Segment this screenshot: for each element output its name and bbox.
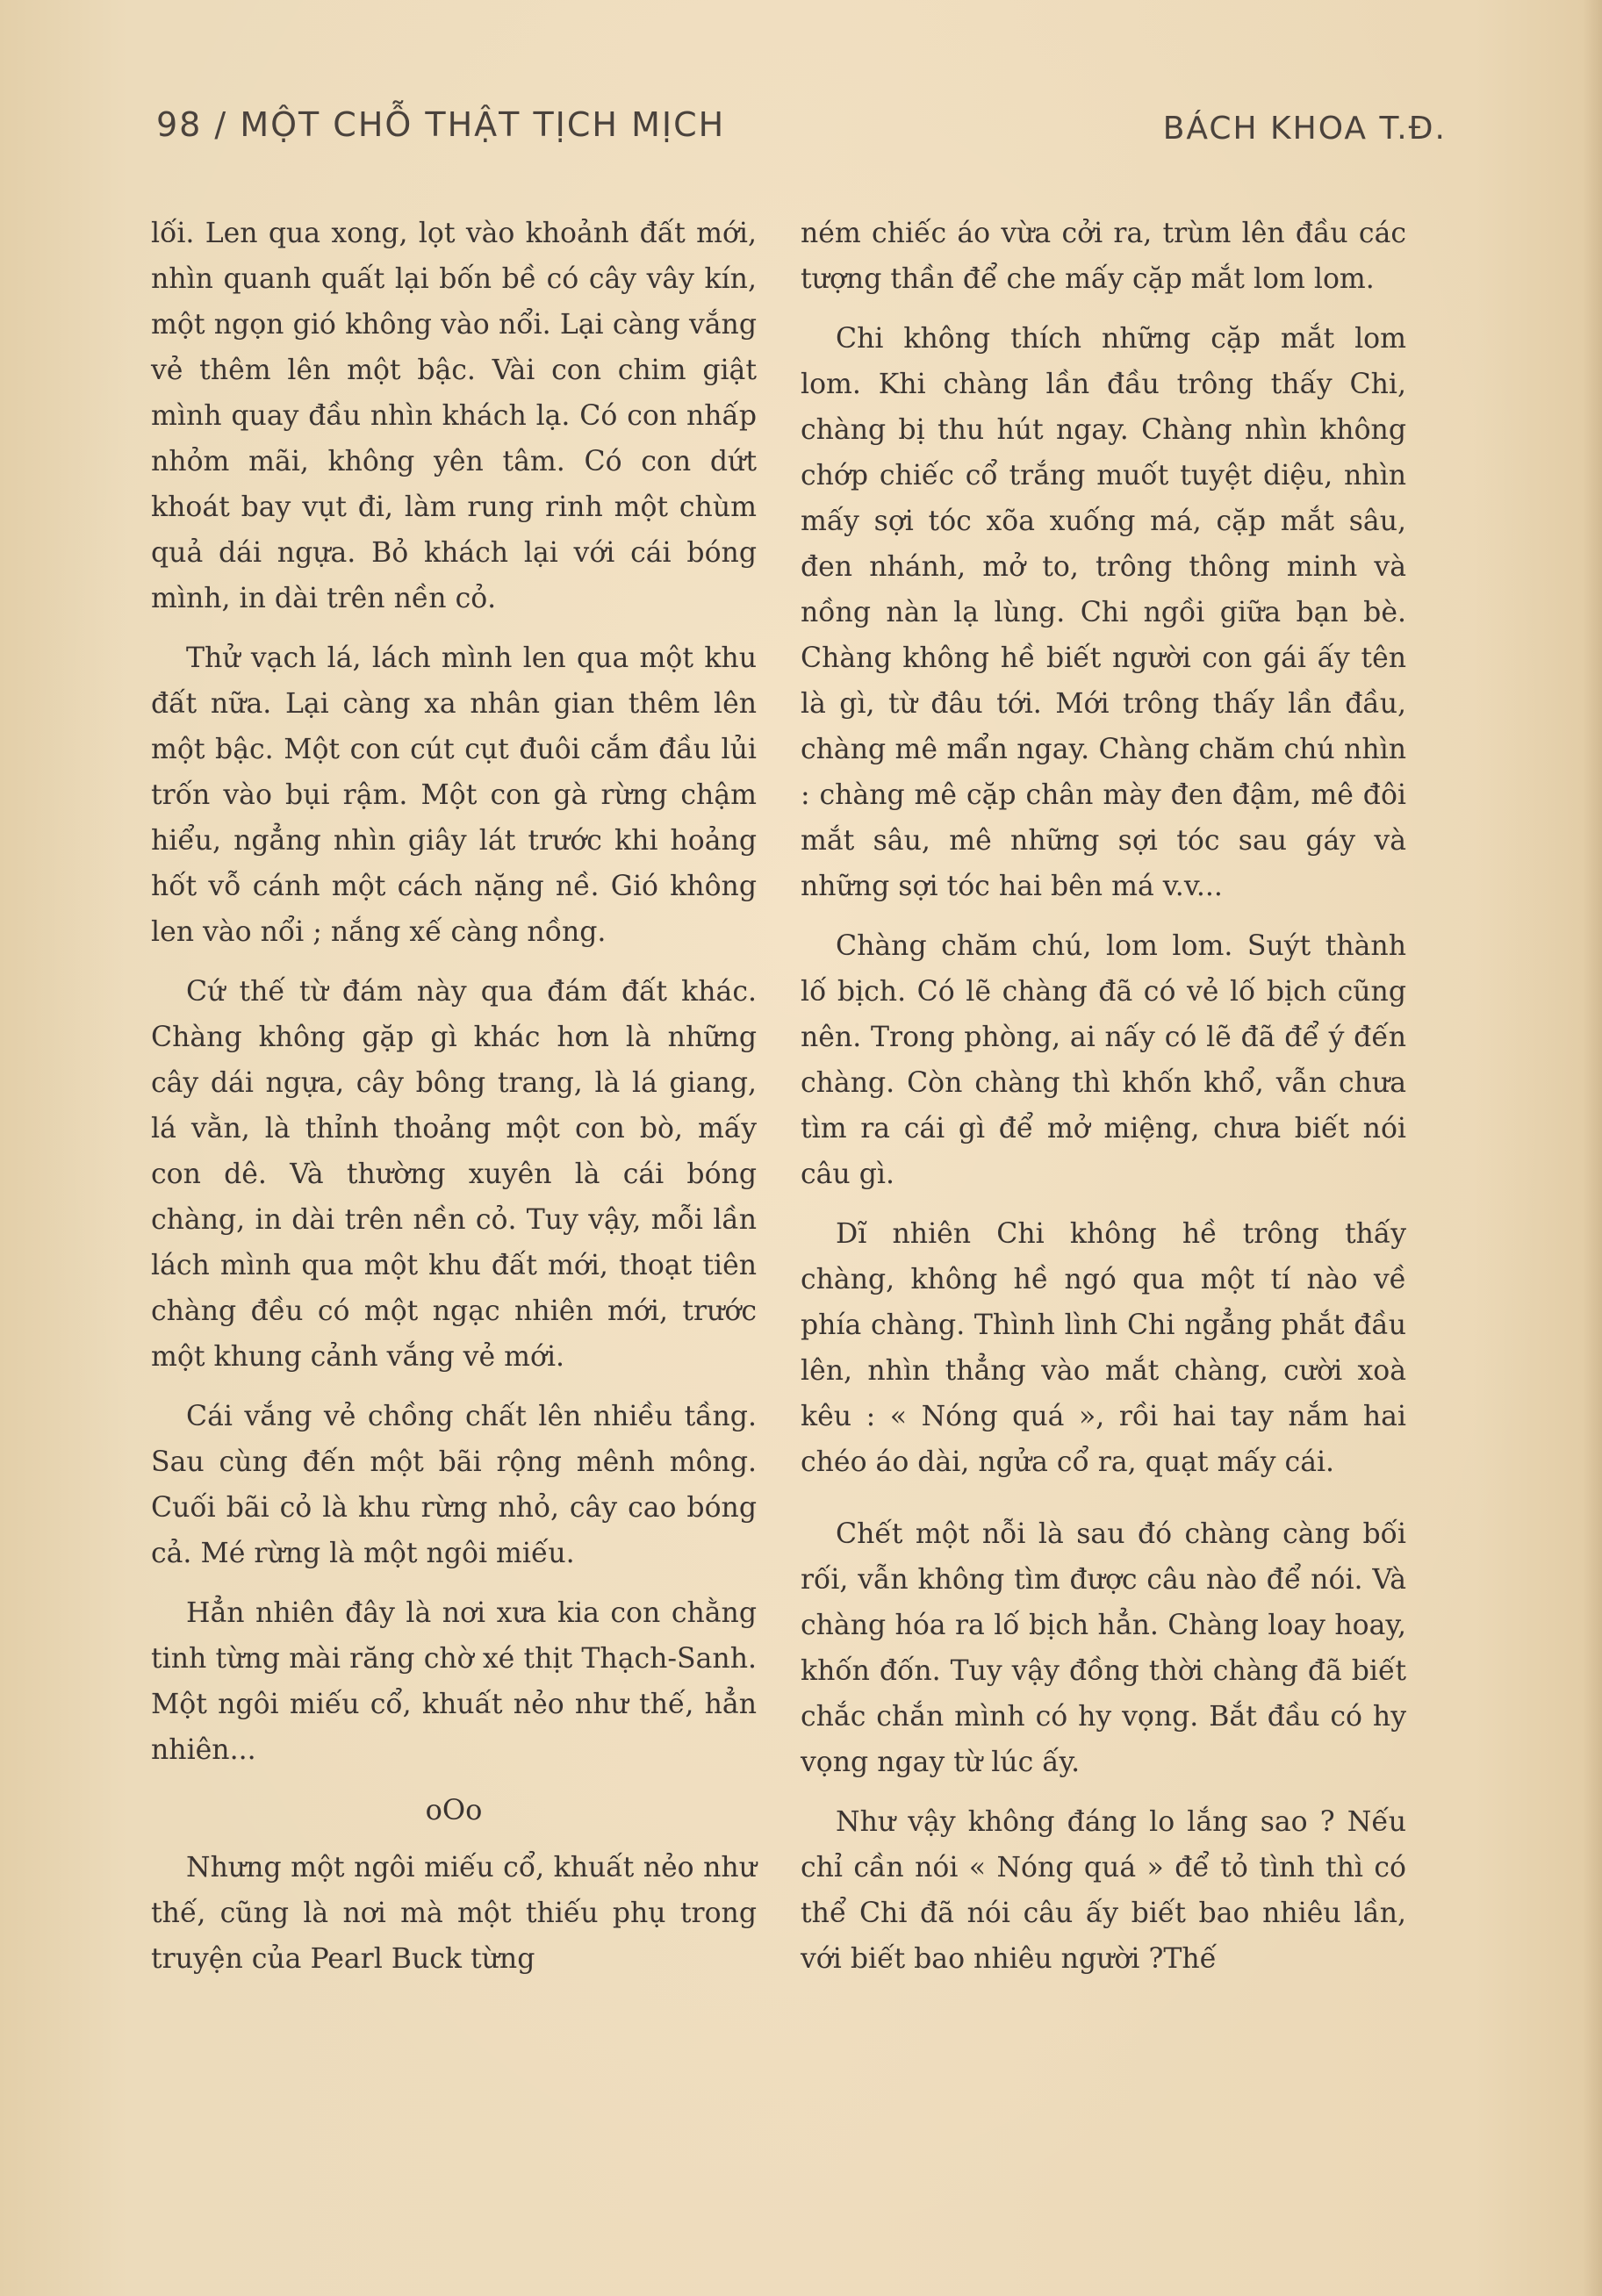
- paragraph: Chết một nỗi là sau đó chàng càng bối rối, vẫn không tìm được câu nào để nói. Và chàng hóa ra lố bịch hẳn. Chàng loay hoay, khốn đốn. Tuy vậy đồng thời chàng đã biết chắc chắn mình có hy vọng. Bắt đầu có hy vọng ngay từ lúc ấy.: [801, 1518, 1406, 1778]
- page-title: 98 / MỘT CHỖ THẬT TỊCH MỊCH: [156, 105, 726, 144]
- running-header: [156, 105, 1447, 167]
- page-edge-shadow: [1583, 0, 1602, 2296]
- paragraph: ném chiếc áo vừa cởi ra, trùm lên đầu các tượng thần để che mấy cặp mắt lom lom.: [801, 218, 1406, 295]
- paragraph: Cái vắng vẻ chồng chất lên nhiều tầng. Sau cùng đến một bãi rộng mênh mông. Cuối bãi cỏ là khu rừng nhỏ, cây cao bóng cả. Mé rừng là một ngôi miếu.: [151, 1401, 757, 1569]
- paragraph: Cứ thế từ đám này qua đám đất khác. Chàng không gặp gì khác hơn là những cây dái ngựa, cây bông trang, là lá giang, lá vằn, là thỉnh thoảng một con bò, mấy con dê. Và thường xuyên là cái bóng chàng, in dài trên nền cỏ. Tuy vậy, mỗi lần lách mình qua một khu đất mới, thoạt tiên chàng đều có một ngạc nhiên mới, trước một khung cảnh vắng vẻ mới.: [151, 976, 757, 1373]
- paragraph: Thử vạch lá, lách mình len qua một khu đất nữa. Lại càng xa nhân gian thêm lên một bậc. Một con cút cụt đuôi cắm đầu lủi trốn vào bụi rậm. Một con gà rừng chậm hiểu, ngẳng nhìn giây lát trước khi hoảng hốt vỗ cánh một cách nặng nề. Gió không len vào nổi ; nắng xế càng nồng.: [151, 642, 757, 948]
- left-column: [151, 211, 757, 1996]
- paragraph: Như vậy không đáng lo lắng sao ? Nếu chỉ cần nói « Nóng quá » để tỏ tình thì có thể Chi đã nói câu ấy biết bao nhiêu lần, với biết bao nhiêu người ?Thế: [801, 1806, 1406, 1975]
- right-column: [801, 211, 1406, 1996]
- publication-name: BÁCH KHOA T.Đ.: [1162, 111, 1447, 147]
- paragraph: Chi không thích những cặp mắt lom lom. Khi chàng lần đầu trông thấy Chi, chàng bị thu hút ngay. Chàng nhìn không chớp chiếc cổ trắng muốt tuyệt diệu, nhìn mấy sợi tóc xõa xuống má, cặp mắt sâu, đen nhánh, mở to, trông thông minh và nồng nàn lạ lùng. Chi ngồi giữa bạn bè. Chàng không hề biết người con gái ấy tên là gì, từ đâu tới. Mới trông thấy lần đầu, chàng mê mẩn ngay. Chàng chăm chú nhìn : chàng mê cặp chân mày đen đậm, mê đôi mắt sâu, mê những sợi tóc sau gáy và những sợi tóc hai bên má v.v...: [801, 323, 1406, 902]
- section-divider: oOo: [425, 1793, 483, 1826]
- paragraph: Hẳn nhiên đây là nơi xưa kia con chằng tinh từng mài răng chờ xé thịt Thạch-Sanh. Một ngôi miếu cổ, khuất nẻo như thế, hẳn nhiên...: [151, 1597, 757, 1766]
- paragraph: Dĩ nhiên Chi không hề trông thấy chàng, không hề ngó qua một tí nào về phía chàng. Thình lình Chi ngẳng phắt đầu lên, nhìn thẳng vào mắt chàng, cười xoà kêu : « Nóng quá », rồi hai tay nắm hai chéo áo dài, ngửa cổ ra, quạt mấy cái.: [801, 1218, 1406, 1478]
- paragraph: Nhưng một ngôi miếu cổ, khuất nẻo như thế, cũng là nơi mà một thiếu phụ trong truyện của Pearl Buck từng: [151, 1852, 757, 1975]
- paragraph: Chàng chăm chú, lom lom. Suýt thành lố bịch. Có lẽ chàng đã có vẻ lố bịch cũng nên. Trong phòng, ai nấy có lẽ đã để ý đến chàng. Còn chàng thì khốn khổ, vẫn chưa tìm ra cái gì để mở miệng, chưa biết nói câu gì.: [801, 930, 1406, 1190]
- paragraph: lối. Len qua xong, lọt vào khoảnh đất mới, nhìn quanh quất lại bốn bề có cây vây kín, một ngọn gió không vào nổi. Lại càng vắng vẻ thêm lên một bậc. Vài con chim giật mình quay đầu nhìn khách lạ. Có con nhấp nhỏm mãi, không yên tâm. Có con dứt khoát bay vụt đi, làm rung rinh một chùm quả dái ngựa. Bỏ khách lại với cái bóng mình, in dài trên nền cỏ.: [151, 218, 757, 614]
